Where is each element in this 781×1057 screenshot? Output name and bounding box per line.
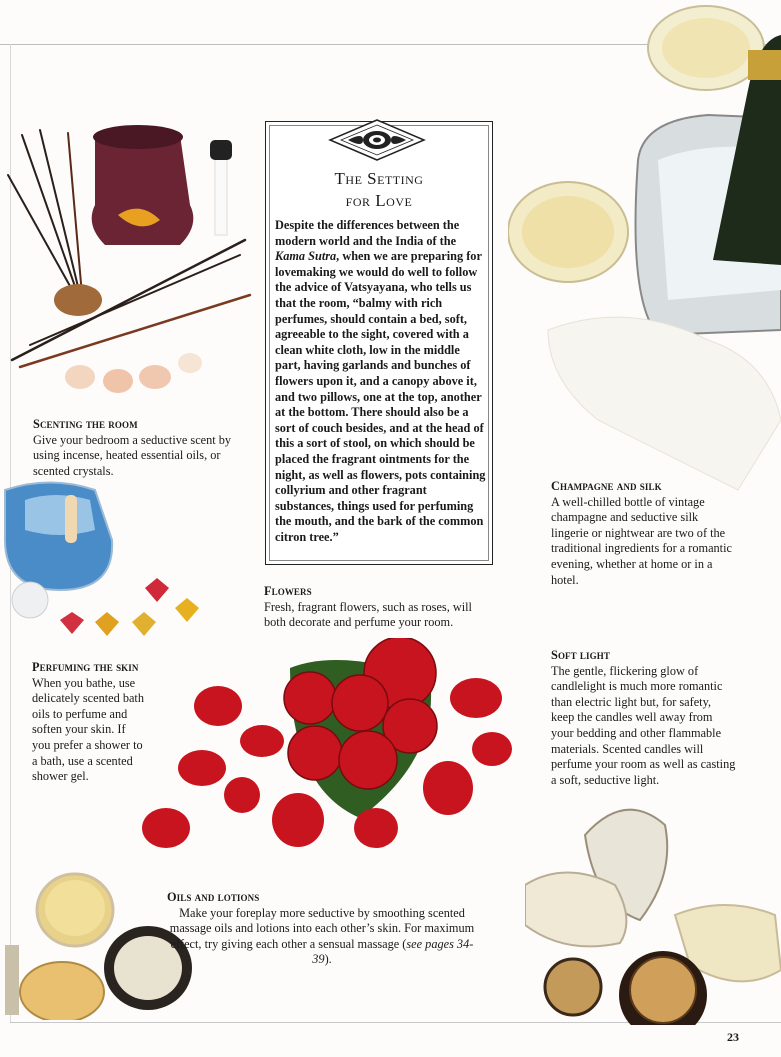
caption-perfuming [32, 660, 147, 785]
caption-softlight-body: The gentle, flickering glow of candlelight is much more romantic than electric light but, for safety, keep the candles well away from your bedding and other flammable materials. Scented candles will perfume your room as well as casting a soft, seductive light. [551, 663, 736, 787]
caption-champagne-head: Champagne and silk [551, 479, 662, 493]
bath-oil-hearts-image [0, 480, 210, 640]
caption-softlight [551, 648, 736, 788]
feature-body-kama-sutra: Kama Sutra [275, 249, 337, 264]
caption-champagne-body: A well-chilled bottle of vintage champagne and seductive silk lingerie or nightwear are two of the traditional ingredients for a romantic evening, whether at home or in a hotel. [551, 494, 732, 587]
caption-oils-page-ref: see pages 34-39 [312, 936, 474, 967]
caption-flowers-head: Flowers [264, 584, 312, 598]
oils-lotions-image [0, 870, 195, 1020]
caption-oils [167, 890, 477, 968]
feature-body-text: Despite the differences between the modern world and the India of the [275, 218, 460, 248]
caption-flowers [264, 584, 489, 631]
roses-petals-image [140, 638, 520, 853]
feature-title-line2: for Love [345, 191, 413, 210]
feature-box [265, 121, 493, 565]
caption-perfuming-head: Perfuming the skin [32, 660, 139, 674]
feature-body-text-cont: , when we are preparing for lovemaking we would do well to follow the advice of Vatsyayana, who tells us that the room, “balmy with rich perfumes, should contain a bed, soft, agreeable to the sight, covered with a clean white cloth, low in the middle part, having garlands and bunches of flowers upon it, and a canopy above it, and two pillows, one at the top, another at the bottom. There should also be a sort of couch besides, and at the head of this a sort of stool, on which should be placed the fragrant ointments for the night, as well as flowers, pots containing collyrium and other fragrant substances, things used for perfuming the mouth, and the bark of the common citron tree.” [275, 249, 486, 544]
oil-burner-incense-image [0, 105, 260, 405]
candles-shells-image [525, 795, 781, 1025]
caption-flowers-body: Fresh, fragrant flowers, such as roses, will both decorate and perfume your room. [264, 599, 472, 630]
caption-champagne [551, 479, 736, 588]
champagne-silk-image [508, 0, 781, 500]
peacock-feather-emblem [328, 118, 426, 162]
caption-oils-body-end: ). [324, 952, 332, 967]
feature-title [266, 168, 492, 212]
page-number: 23 [727, 1030, 739, 1044]
caption-scenting [33, 417, 248, 479]
caption-perfuming-body: When you bathe, use delicately scented bath oils to perfume and soften your skin. If you prefer a shower to a bath, use a scented shower gel. [32, 675, 144, 784]
feature-title-line1: The Setting [334, 169, 424, 188]
caption-softlight-head: Soft light [551, 648, 610, 662]
feature-body [275, 218, 486, 545]
caption-oils-body: Make your foreplay more seductive by smoothing scented massage oils and lotions into each other’s skin. For maximum effect, try giving each other a sensual massage ( [169, 905, 475, 951]
caption-oils-head: Oils and lotions [167, 890, 260, 904]
caption-scenting-body: Give your bedroom a seductive scent by using incense, heated essential oils, or scented crystals. [33, 432, 232, 478]
caption-scenting-head: Scenting the room [33, 417, 138, 431]
